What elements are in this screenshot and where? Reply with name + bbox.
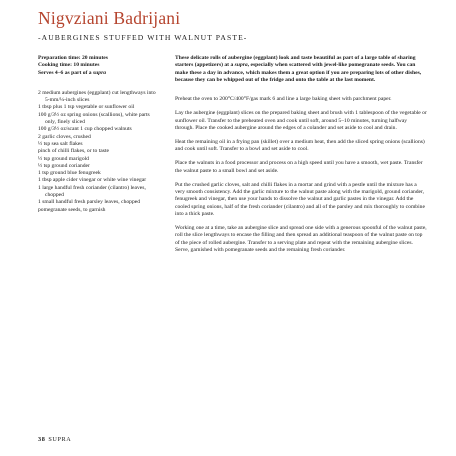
ingredient-item: 1 tbsp plus 1 tsp vegetable or sunflower oil (38, 104, 135, 111)
recipe-title: Nigvziani Badrijani (38, 8, 181, 28)
serves-text: Serves 4–6 as part of a (38, 69, 93, 76)
page-number: 38 (38, 436, 46, 443)
ingredient-item: 1 large handful fresh coriander (cilantro) leaves, chopped (38, 184, 146, 199)
method-column (175, 55, 427, 261)
recipe-subtitle: -AUBERGINES STUFFED WITH WALNUT PASTE- (38, 33, 248, 42)
ingredient-list (38, 90, 160, 214)
ingredient-item: ½ tsp sea salt flakes (38, 140, 83, 147)
book-name: SUPRA (48, 436, 72, 443)
method-step: Heat the remaining oil in a frying pan (skillet) over a medium heat, then add the sliced spring onions (scallions) and cook until soft. Transfer to a bowl and set aside to cool. (175, 138, 425, 153)
method-step: Put the crushed garlic cloves, salt and chilli flakes in a mortar and grind with a pestle until the mixture has a very smooth consistency. Add the garlic mixture to the walnut paste along with the marigold, ground coriander, fenugreek and vinegar, then use your hands to dissolve the walnut and garlic pastes in the vinegar. Add the cooled spring onions, half of the fresh coriander (cilantro) and all of the parsley and mix thoroughly to combine into a thick paste. (175, 181, 425, 217)
ingredient-item: 2 garlic cloves, crushed (38, 133, 91, 140)
ingredient-item: 1 small handful fresh parsley leaves, chopped (38, 199, 141, 206)
ingredient-item: 100 g/3½ oz spring onions (scallions), white parts only, finely sliced (38, 111, 150, 126)
cook-time: Cooking time: 10 minutes (38, 62, 100, 69)
method-step: Lay the aubergine (eggplant) slices on the prepared baking sheet and brush with 1 tablespoon of the vegetable or sunflower oil. Transfer to the preheated oven and cook until soft, around 5–10 minutes, turning halfway through. Place the cooked aubergine around the edges of a colander and set aside to cool and drain. (175, 110, 427, 131)
ingredient-item: 1 tsp ground blue fenugreek (38, 170, 101, 177)
intro-text-2: , especially when scattered with jewel-like pomegranate seeds. You can make these a day in advance, which makes them a great option if you are preparing lots of other dishes, because they can be whipped out of the fridge and onto the table at the last moment. (175, 62, 422, 83)
intro-text-1: These delicate rolls of aubergine (eggplant) look and taste beautiful as part of a large table of sharing starters (appetizers) at a (175, 55, 416, 69)
ingredient-item: 1 tbsp apple cider vinegar or white wine vinegar (38, 177, 147, 184)
ingredient-item: ½ tsp ground marigold (38, 155, 89, 162)
ingredient-item: ½ tsp ground coriander (38, 162, 90, 169)
method-step: Preheat the oven to 200°C/400°F/gas mark 6 and line a large baking sheet with parchment paper. (175, 96, 392, 103)
intro-supra: supra (234, 62, 248, 69)
ingredient-item: pinch of chilli flakes, or to taste (38, 148, 109, 155)
method-step: Place the walnuts in a food processor and process on a high speed until you have a smooth, wet paste. Transfer the walnut paste to a small bowl and set aside. (175, 160, 423, 174)
ingredients-column (38, 55, 160, 214)
serves (38, 70, 160, 77)
ingredient-item: pomegranate seeds, to garnish (38, 206, 106, 213)
method-step: Working one at a time, take an aubergine slice and spread one side with a generous spoonful of the walnut paste, roll the slice lengthways to encase the filling and then spread an additional teaspoon of the walnut paste on top of the piece of rolled aubergine. Transfer to a serving plate and repeat with the remaining aubergine slices. Serve, garnished with pomegranate seeds and the remaining fresh coriander. (175, 225, 427, 253)
ingredient-item: 2 medium aubergines (eggplant) cut lengthways into 5-mm/¼-inch slices (38, 89, 156, 104)
serves-supra: supra (93, 69, 107, 76)
page-footer (38, 436, 71, 443)
recipe-intro (175, 55, 427, 84)
ingredient-item: 100 g/3½ oz/scant 1 cup chopped walnuts (38, 126, 132, 133)
prep-time: Preparation time: 20 minutes (38, 55, 108, 61)
